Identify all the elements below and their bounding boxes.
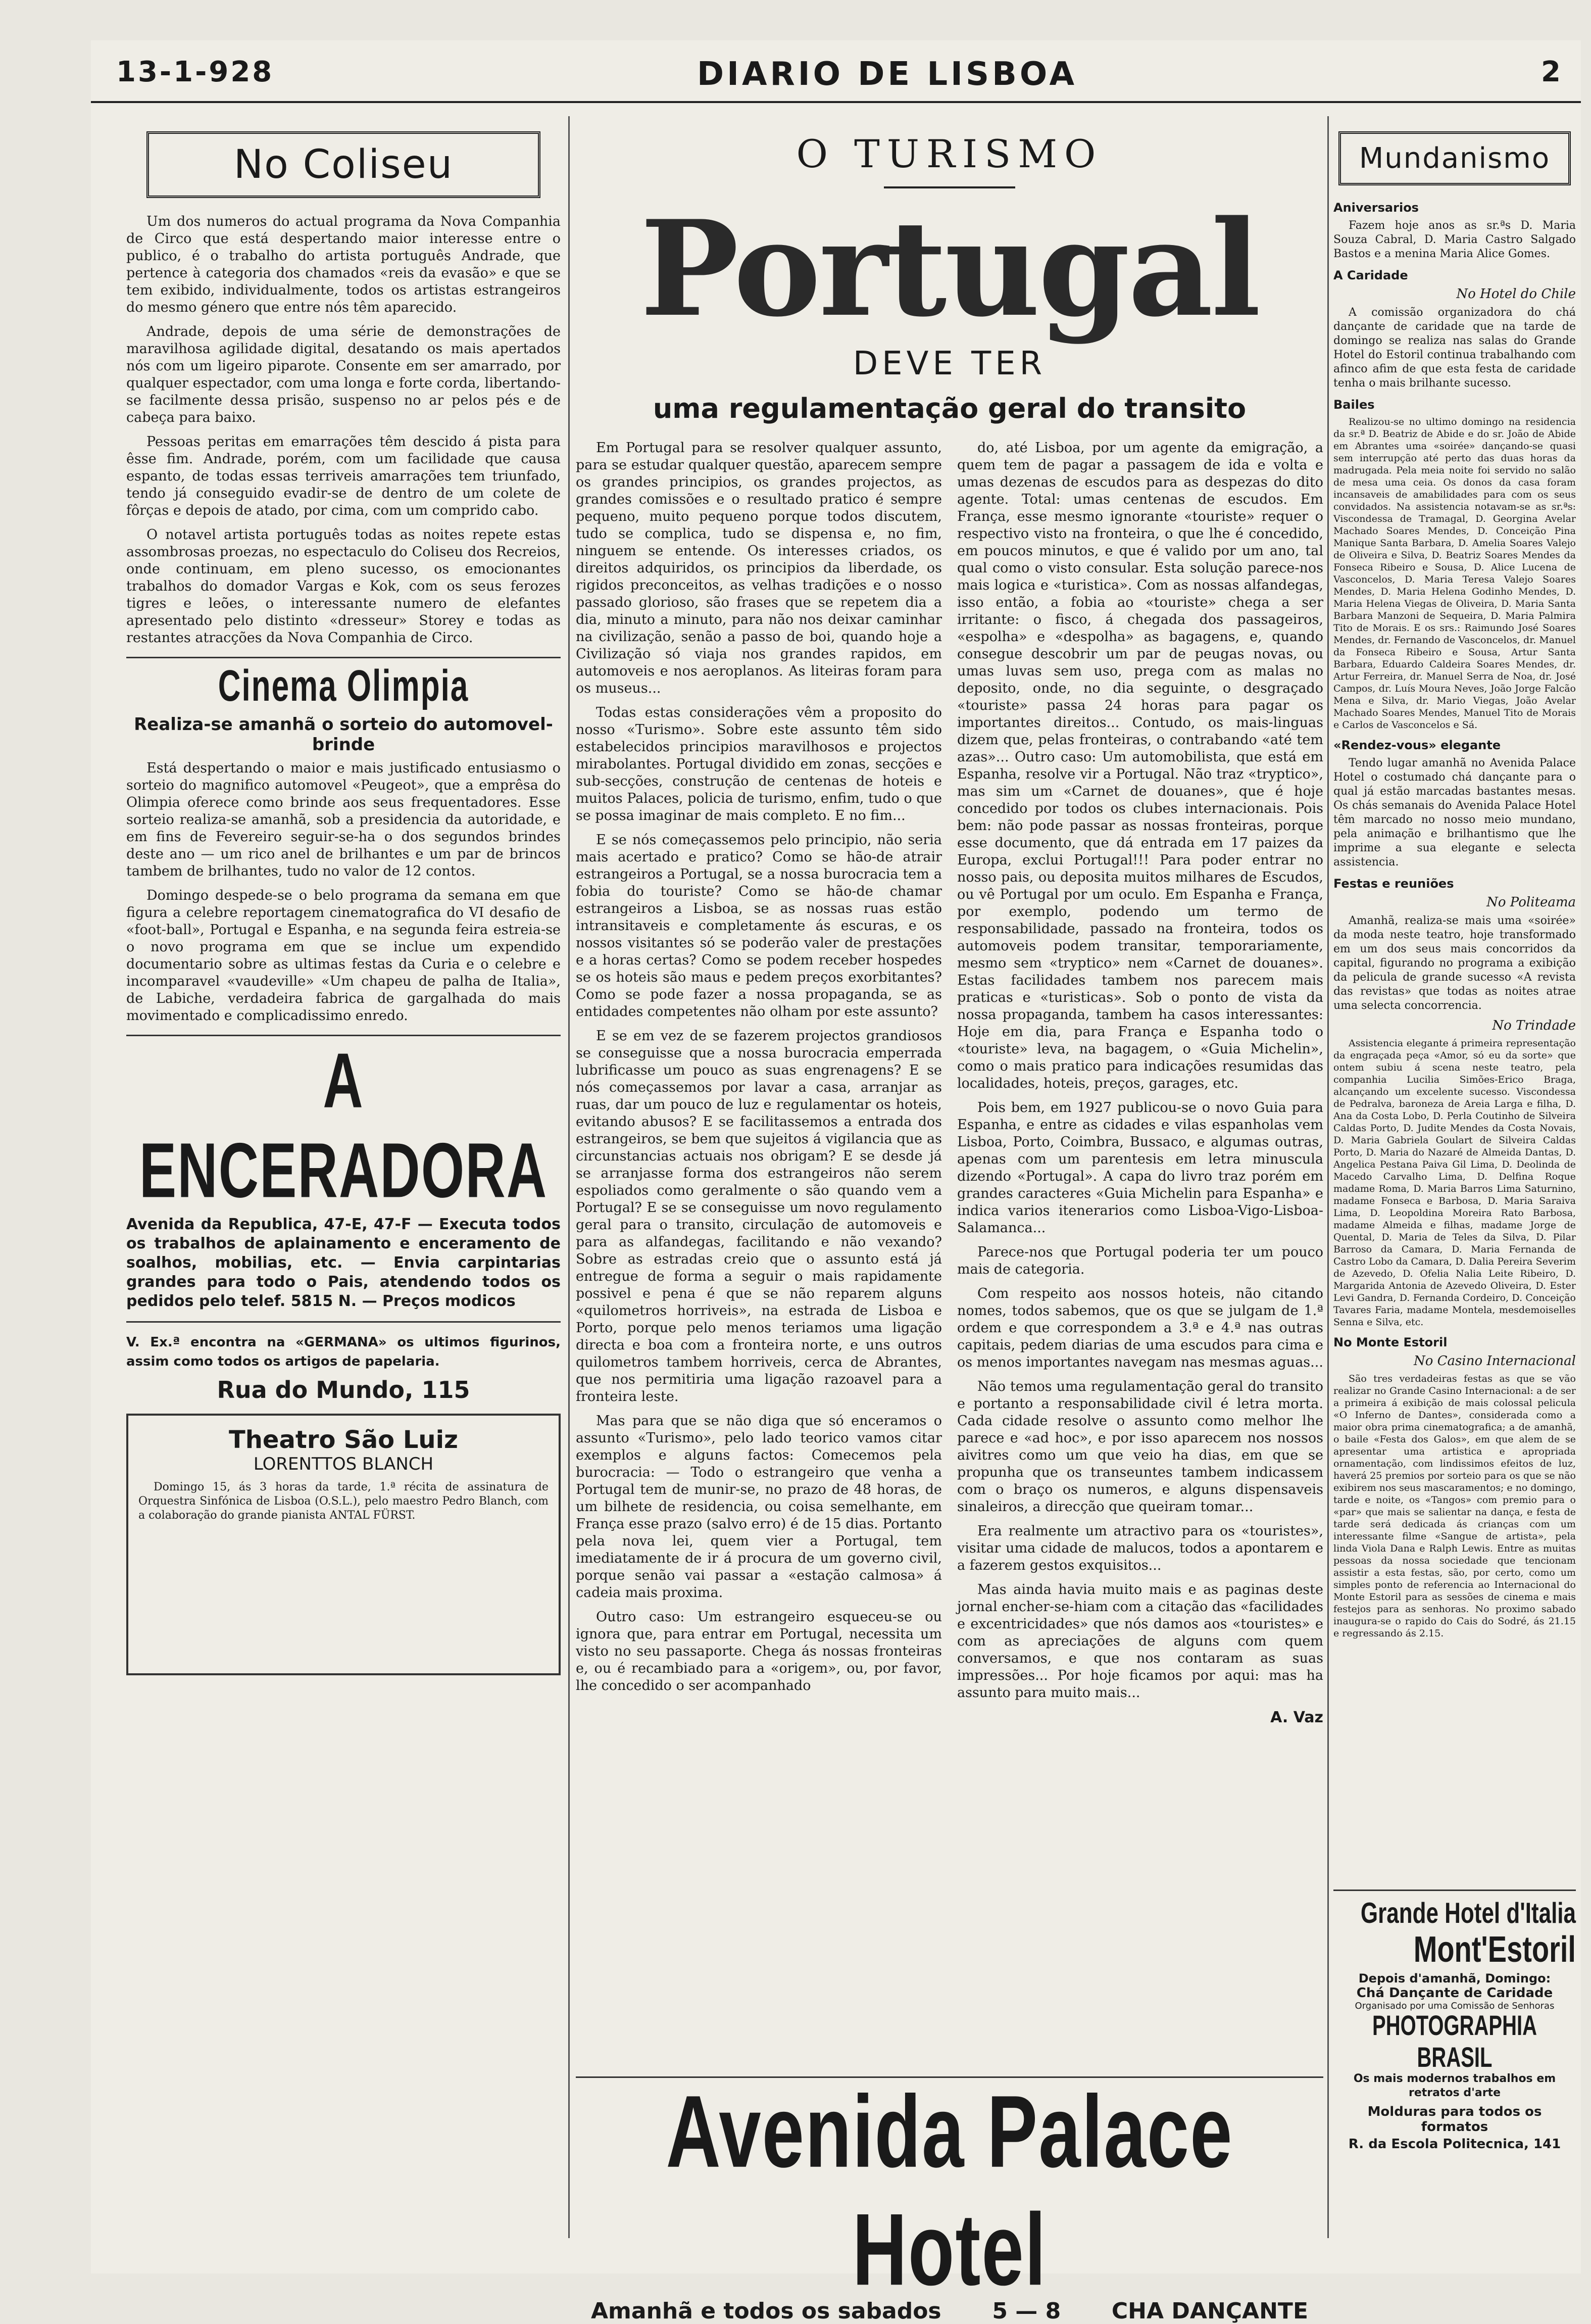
avenida-title: Avenida Palace Hotel <box>666 2074 1233 2307</box>
article-column-2 <box>957 440 1323 1726</box>
paragraph: E se em vez de se fazerem projectos grandiosos se conseguisse que a nossa burocracia emperrada lubrificasse um pouco as suas engrenagens? E se nós começassemos por lavar a casa, arranjar as ruas, dar um pouco de luz e regulamentar os hoteis, evitando abusos? E se facilitassemos a entrada dos estrangeiros, se bem que sujeitos á vigilancia que as circunstancias actuais nos obrigam? E se desde já se arranjasse forma dos estrangeiros não serem espoliados como geralmente o são quando vem a Portugal? E se se conseguisse um novo regulamento geral para o transito, circulação de automoveis e para as alfandegas, facilitando e não vexando? Sobre as estradas creio que o assunto está já entregue de forma a seguir o mais rapidamente possivel e pena é que se não reparem alguns «quilometros horriveis», na estrada de Lisboa e Porto, porque pelo menos teriamos uma ligação directa e boa com a fronteira norte, e uns outros quilometros tambem horriveis, cerca de Abrantes, que nos permitiria uma ligação razoavel para a fronteira leste. <box>576 1028 942 1405</box>
right-column <box>1333 116 1576 1644</box>
paragraph: Era realmente um atractivo para os «touristes», visitar uma cidade de malucos, todos a apontarem e a fazerem gestos exquisitos... <box>957 1523 1323 1573</box>
mundanismo-section <box>1333 268 1576 391</box>
section-label: Festas e reuniões <box>1333 877 1454 891</box>
section-label: No Monte Estoril <box>1333 1335 1448 1349</box>
hotel-location: Mont'Estoril <box>1413 1928 1576 1970</box>
saoluiz-heading: Theatro São Luiz <box>229 1426 458 1454</box>
article-signature: A. Vaz <box>1270 1709 1323 1726</box>
article-kicker: O TURISMO <box>796 131 1103 176</box>
mundanismo-section <box>1333 1018 1576 1328</box>
page-number: 2 <box>1541 56 1561 88</box>
enceradora-title: A ENCERADORA <box>139 1037 548 1214</box>
avenida-palace-ad <box>576 2074 1323 2324</box>
article-subhead: DEVE TER <box>853 345 1047 382</box>
paragraph: Amanhã, realiza-se mais uma «soirée» da moda neste teatro, hoje transformado em um dos seus mais concorridos da capital, figurando no programa a exibição da pelicula de grande sucesso «A revista das revistas» que todas as noites atrae uma selecta concorrencia. <box>1333 914 1576 1012</box>
paragraph: Mas ainda havia muito mais e as paginas deste jornal encher-se-hiam com a citação das «facilidades e excentricidades» que nós damos aos «touristes» e com as apreciações de alguns com quem conversamos, e que nos contaram as suas impressões... Por hoje ficamos por aqui: mas ha assunto para muito mais... <box>957 1582 1323 1701</box>
section-venue: No Trindade <box>1492 1018 1576 1033</box>
paragraph: O notavel artista português todas as noites repete estas assombrosas proezas, no espectaculo do Coliseu dos Recreios, onde continuam, em pleno sucesso, os emocionantes trabalhos do domador Vargas e Kok, com os seus ferozes tigres e leões, o interessante numero de elefantes apresentado pelo distinto «dresseur» Storey e todas as restantes atracções da Nova Companhia de Circo. <box>126 527 561 646</box>
coliseu-heading: No Coliseu <box>146 131 540 198</box>
paragraph: E se nós começassemos pelo principio, não seria mais acertado e pratico? Como se hão-de atrair estrangeiros a Portugal, se a nossa burocracia tem a fobia do touriste? Como se hão-de chamar estrangeiros a Lisboa, se as nossas ruas estão intransitaveis e completamente ás escuras, e os nossos visitantes só se poderão valer de prestações e a horas certas? Como se podem receber hospedes se os hoteis são maus e pedem preços exorbitantes? Como se pode fazer a nossa propaganda, se as entidades competentes não olham por este assunto? <box>576 832 942 1020</box>
paragraph: Parece-nos que Portugal poderia ter um pouco mais de categoria. <box>957 1244 1323 1277</box>
paragraph: Andrade, depois de uma série de demonstrações de maravilhosa agilidade digital, desatando os mais apertados nós com um ligeiro piparote. Consente em ser amarrado, por qualquer espectador, com uma longa e forte corda, libertando-se facilmente dessa prisão, suspenso no ar pelos pés e de cabeça para baixo. <box>126 324 561 425</box>
mundanismo-section <box>1333 201 1576 261</box>
section-venue: No Hotel do Chile <box>1456 286 1576 302</box>
photographia-title: PHOTOGRAPHIA BRASIL <box>1372 2010 1537 2073</box>
mundanismo-section <box>1333 398 1576 731</box>
paragraph: Todas estas considerações vêm a proposito do nosso «Turismo». Sobre este assunto têm sido estabelecidos principios maravilhosos e projectos mirabolantes. Portugal dividido em zonas, secções e sub-secções, construção de centenas de hoteis e muitos Palaces, policia de turismo, enfim, tudo o que se possa imaginar de mais completo. E no fim... <box>576 705 942 824</box>
mundanismo-section <box>1333 1335 1576 1639</box>
paragraph: Pois bem, em 1927 publicou-se o novo Guia para Espanha, e entre as cidades e vilas espanholas vem Lisboa, Porto, Coimbra, Bussaco, e algumas outras, apenas com um parentesis em letra minuscula dizendo «Portugal». A capa do livro traz porém em grandes caracteres «Guia Michelin para Espanha» e indica varios itenerarios como Lisboa-Vigo-Lisboa-Salamanca... <box>957 1100 1323 1236</box>
paragraph: Realizou-se no ultimo domingo na residencia da sr.ª D. Beatriz de Abide e do sr. João de Abide em Abrantes uma «soirée» dançando-se quasi sem interrupção até perto das duas horas da madrugada. Pela meia noite foi servido no salão de mesa uma ceia. Os donos da casa foram incansaveis de amabilidades para com os seus convidados. Na assistencia notavam-se as sr.ªs: Viscondessa de Tramagal, D. Georgina Avelar Machado Soares Mendes, D. Conceição Pina Manique Santa Barbara, D. Amelia Soares Valejo de Oliveira e Silva, D. Beatriz Soares Mendes da Fonseca Ribeiro e Sousa, D. Alice Lucena de Vasconcelos, D. Maria Teresa Valejo Soares Mendes, D. Maria Helena Godinho Mendes, D. Maria Helena Viegas de Oliveira, D. Maria Santa Barbara Manzoni de Sequeira, D. Maria Palmira Tito de Morais. E os srs.: Raimundo José Soares Mendes, dr. Fernando de Vasconcelos, dr. Manuel da Fonseca Ribeiro e Sousa, Artur Santa Barbara, Eduardo Caldeira Soares Mendes, dr. Artur Ferreira, dr. Manuel Serra de Noa, dr. José Campos, dr. Luís Moura Neves, João Jorge Falcão Mena e Silva, dr. Mario Viegas, João Avelar Machado Soares Mendes, Manuel Tito de Morais e Carlos de Vasconcelos e Sá. <box>1333 416 1576 731</box>
middle-column <box>576 116 1323 1726</box>
saoluiz-subheading: LORENTTOS BLANCH <box>253 1454 434 1474</box>
column-rule <box>1327 116 1329 2238</box>
paragraph: Um dos numeros do actual programa da Nova Companhia de Circo que está despertando maior interesse entre o publico, é o trabalho do artista português Andrade, que pertence à categoria dos chamados «reis da evasão» e que se tem exibido, individualmente, todos os artistas estrangeiros do mesmo género que entre nós têm aparecido. <box>126 214 561 315</box>
column-rule <box>568 116 570 2238</box>
issue-date: 13-1-928 <box>116 56 274 88</box>
paragraph: São tres verdadeiras festas as que se vão realizar no Grande Casino Internacional: a de ser a primeira á exibição de mais colossal pelicula «O Inferno de Dantes», considerada como a maior obra prima cinematografica; a de amanhã, o baile «Festa dos Galos», em que alem de se apresentar uma artistica e apropriada ornamentação, com lindissimos efeitos de luz, haverá 25 premios por sorteio para os que se não exibirem nos seus mascaramentos; e no domingo, tarde e noite, os «Tangos» com premio para o «par» que mais se salientar na dança, e festa de tarde será dedicada ás crianças com um interessante filme «Sangue de artista», pela linda Viola Dana e Ralph Lewis. Entre as muitas pessoas da nossa sociedade que tencionam assistir a esta festas, são, por certo, como um simples ponto de referencia ao Internacional do Monte Estoril para as sessões de cinema e mais festejos para as senhoras. No proximo sabado inaugura-se o rapido do Cais do Sodré, ás 21.15 e regressando ás 2.15. <box>1333 1373 1576 1639</box>
photographia-line: Os mais modernos trabalhos em retratos d'arte <box>1353 2072 1556 2099</box>
section-label: Bailes <box>1333 398 1375 412</box>
divider <box>126 657 561 658</box>
left-column <box>126 116 561 1675</box>
saoluiz-ad <box>126 1414 561 1675</box>
article-column-1 <box>576 440 942 1726</box>
article-body <box>576 440 1323 1726</box>
section-label: A Caridade <box>1333 268 1408 282</box>
olimpia-heading: Cinema Olimpia <box>218 662 469 711</box>
hotel-name: Grande Hotel d'Italia <box>1360 1897 1576 1930</box>
photographia-frames: Molduras para todos os formatos <box>1367 2104 1542 2135</box>
mundanismo-heading: Mundanismo <box>1338 131 1571 185</box>
avenida-hours: 5 — 8 <box>992 2298 1061 2324</box>
mundanismo-section <box>1333 877 1576 1013</box>
olimpia-subheading: Realiza-se amanhã o sorteio do automovel-brinde <box>134 714 553 755</box>
germana-text: V. Ex.ª encontra na «GERMANA» os ultimos figurinos, assim como todos os artigos de papelaria. <box>126 1335 561 1369</box>
paragraph: do, até Lisboa, por um agente da emigração, a quem tem de pagar a passagem de ida e volta e umas dezenas de escudos para as despezas do dito agente. Total: umas centenas de escudos. Em França, esse mesmo ignorante «touriste» requer o respectivo visto na fronteira, o que lhe é concedido, em poucos minutos, e que é valido por um ano, tal qual como o visto consular. Esta solução parece-nos mais logica e «turistica». Com as nossas alfandegas, isso então, a fobia ao «touriste» chega a ser irritante: o fisco, á chegada dos passageiros, «espolha» e «despolha» as bagagens, e, quando consegue descobrir um par de peugas novas, ou umas luvas sem uso, prega com as malas no deposito, onde, no dia seguinte, o desgraçado «touriste» passa 24 horas para pagar os importantes direitos... Contudo, os mais-linguas dizem que, pelas fronteiras, o contrabando «até tem azas»... Outro caso: Um automobilista, que está em Espanha, resolve vir a Portugal. Não traz «tryptico», mas sim um «Carnet de douanes», que é hoje concedido por todos os clubes internacionais. Pois bem: não pode passar as nossas fronteiras, porque esse documento, que dá entrada em 17 paizes da Europa, exclui Portugal!!! Para poder entrar no nosso pais, ou deposita muitos milhares de Escudos, ou vê Portugal por um oculo. Em Espanha e França, por exemplo, podendo um termo de responsabilidade, passado na fronteira, todos os automoveis podem transitar, temporariamente, mesmo sem «tryptico» nem «Carnet de douanes». Estas facilidades tambem nos parecem mais praticas e «turisticas». Sob o ponto de vista da nossa propaganda, tambem ha casos interessantes: Hoje em dia, para França e Espanha todo o «touriste» leva, na bagagem, o «Guia Michelin», como o mais pratico para indicações resumidas das localidades, hoteis, preços, garages, etc. <box>957 440 1323 1091</box>
section-venue: No Politeama <box>1486 895 1576 910</box>
mundanismo-section <box>1333 738 1576 869</box>
paragraph: Em Portugal para se resolver qualquer assunto, para se estudar qualquer questão, aparecem sempre os grandes principios, os grandes projectos, as grandes comissões e o resultado pratico é sempre pequeno, muito pequeno porque todos discutem, tudo se complica, tudo se dispensa e, no fim, ninguem se entende. Os interesses criados, os direitos adquiridos, os principios da liberdade, os rigidos preconceitos, as velhas tradições e o nosso passado glorioso, são frases que se repetem dia a dia, minuto a minuto, para não nos deixar caminhar na civilização, senão a passo de boi, quando hoje a Civilização só viaja nos grandes rapidos, em automoveis e nos aeroplanos. As liteiras foram para os museus... <box>576 440 942 696</box>
paragraph: Fazem hoje anos as sr.ªs D. Maria Souza Cabral, D. Maria Castro Salgado Bastos e a menina Maria Alice Gomes. <box>1333 219 1576 260</box>
paragraph: Mas para que se não diga que só enceramos o assunto «Turismo», pelo lado teorico vamos citar exemplos e alguns factos: Comecemos pela burocracia: — Todo o estrangeiro que venha a Portugal tem de munir-se, no prazo de 48 horas, de um bilhete de residencia, ou coisa semelhante, em França esse prazo (salvo erro) é de 15 dias. Portanto pela nova lei, quem vier a Portugal, tem imediatamente de ir á procura de um governo civil, porque senão vai passar a «estação calmosa» á cadeia mais proxima. <box>576 1413 942 1601</box>
newspaper-page <box>91 40 1581 2324</box>
article-headline: Portugal <box>640 192 1259 346</box>
section-label: Aniversarios <box>1333 201 1419 215</box>
paragraph: Está despertando o maior e mais justificado entusiasmo o sorteio do magnifico automovel «Peugeot», que a emprêsa do Olimpia oferece como brinde aos seus frequentadores. Esse sorteio realiza-se amanhã, sob a presidencia da autoridade, e em fins de Fevereiro seguir-se-ha o dos segundos brindes deste ano — um rico anel de brilhantes e um par de brincos tambem de brilhantes, tudo no valor de 12 contos. <box>126 760 561 879</box>
photographia-address: R. da Escola Politecnica, 141 <box>1348 2137 1561 2152</box>
divider <box>884 186 1015 188</box>
paragraph: Domingo despede-se o belo programa da semana em que figura a celebre reportagem cinematografica do VI desafio de «foot-ball», Portugal e Espanha, e na segunda feira estreia-se o novo programa em que se inclue um expendido documentario sobre as ultimas festas da Curia e o celebre e incomparavel «vaudeville» «Um chapeu de palha de Italia», de Labiche, verdadeira fabrica de gargalhada do mais movimentado e complicadissimo enredo. <box>126 888 561 1024</box>
saoluiz-text: Domingo 15, ás 3 horas da tarde, 1.ª récita de assinatura de Orquestra Sinfónica de Lisboa (O.S.L.), pelo maestro Pedro Blanch, com a colaboração do grande pianista ANTAL FÜRST. <box>138 1481 549 1522</box>
paragraph: Assistencia elegante á primeira representação da engraçada peça «Amor, só eu da sorte» que ontem subiu á scena neste teatro, pela companhia Lucilia Simões-Erico Braga, alcançando um excelente sucesso. Viscondessa de Pedralva, baroneza de Areia Larga e filha, D. Ana da Costa Lobo, D. Perla Coutinho de Silveira Caldas Porto, D. Judite Mendes da Costa Novais, D. Maria Gabriela Goulart de Silveira Caldas Porto, D. Maria do Nazaré de Almeida Dantas, D. Angelica Pestana Paiva Gil Lima, D. Deolinda de Macedo Carvalho Lima, D. Delfina Roque madame Roma, D. Maria Barros Lima Saturnino, madame Fonseca e Barbosa, D. Maria Saraiva Lima, D. Leopoldina Moreira Rato Barbosa, madame Almeida e filhas, madame Jorge de Quental, D. Maria de Teles da Silva, D. Pilar Barroso da Camara, D. Maria Fernanda de Castro Lobo da Camara, D. Dalia Pereira Severim de Azevedo, D. Ofelia Nalia Leite Ribeiro, D. Margarida Antonia de Azevedo Oliveira, D. Ester Levi Gandra, D. Fernanda Cordeiro, D. Conceição Tavares Faria, madame Montela, mesdemoiselles Senna e Silva, etc. <box>1333 1038 1576 1328</box>
paragraph: Com respeito aos nossos hoteis, não citando nomes, todos sabemos, que os que se julgam de 1.ª ordem e que correspondem a 3.ª e 4.ª nas outras capitais, pedem diarias de uma escudos para cima e os menos importantes navegam nas mesmas aguas... <box>957 1286 1323 1370</box>
divider <box>126 1321 561 1323</box>
article-deck: uma regulamentação geral do transito <box>653 393 1247 424</box>
section-venue: No Casino Internacional <box>1413 1353 1576 1369</box>
enceradora-ad <box>126 1037 561 1311</box>
newspaper-name: DIARIO DE LISBOA <box>697 56 1078 93</box>
paragraph: Tendo lugar amanhã no Avenida Palace Hotel o costumado chá dançante para o qual já estão marcadas bastantes mesas. Os chás semanais do Avenida Palace Hotel têm marcado no nosso meio mundano, pela animação e brilhantismo que lhe imprime a sua elegante e selecta assistencia. <box>1333 757 1576 868</box>
masthead <box>91 40 1581 103</box>
hotel-italia-ad <box>1333 1890 1576 2011</box>
photographia-ad <box>1333 2010 1576 2152</box>
hotel-event: Chá Dançante de Caridade <box>1356 1986 1553 2001</box>
hotel-organiser: Organisado por uma Comissão de Senhoras <box>1355 2001 1555 2011</box>
hotel-date: Depois d'amanhã, Domingo: <box>1358 1971 1551 1986</box>
paragraph: Outro caso: Um estrangeiro esqueceu-se ou ignora que, para entrar em Portugal, necessita um visto no seu passaporte. Chega ás nossas fronteiras e, ou é recambiado para a «origem», ou, por favor, lhe concedido o ser acompanhado <box>576 1609 942 1693</box>
coliseu-article <box>126 213 561 647</box>
germana-address: Rua do Mundo, 115 <box>217 1376 470 1403</box>
paragraph: Não temos uma regulamentação geral do transito e portanto a responsabilidade civil é letra morta. Cada cidade resolve o assunto como melhor lhe parece e «ad hoc», e por isso aparecem nos nossos aivitres como um que veio ha dias, em que se propunha que os transeuntes tambem indicassem com o braço os numeros, e alguns dispensaveis sinaleiros, a direcção que queiram tomar... <box>957 1379 1323 1515</box>
section-label: «Rendez-vous» elegante <box>1333 738 1501 752</box>
right-ads <box>1333 1879 1576 2152</box>
avenida-event: CHA DANÇANTE <box>1111 2298 1308 2324</box>
enceradora-text: Avenida da Republica, 47-E, 47-F — Executa todos os trabalhos de aplainamento e enceramento de soalhos, mobilias, etc. — Envia carpintarias grandes para todo o Pais, atendendo todos os pedidos pelo telef. 5815 N. — Preços modicos <box>126 1216 561 1310</box>
germana-ad <box>126 1333 561 1403</box>
paragraph: Pessoas peritas em emarrações têm descido á pista para êsse fim. Andrade, porém, com um facilidade que causa espanto, de todas essas terriveis amarrações tem triunfado, tendo já conseguido evadir-se de dentro de um colete de fôrças e depois de atado, por cima, com um comprido cabo. <box>126 434 561 518</box>
avenida-days: Amanhã e todos os sabados <box>591 2298 941 2324</box>
paragraph: A comissão organizadora do chá dançante de caridade que na tarde de domingo se realiza nas salas do Grande Hotel do Estoril continua trabalhando com afinco afim de que esta festa de caridade tenha o mais brilhante sucesso. <box>1333 306 1576 390</box>
